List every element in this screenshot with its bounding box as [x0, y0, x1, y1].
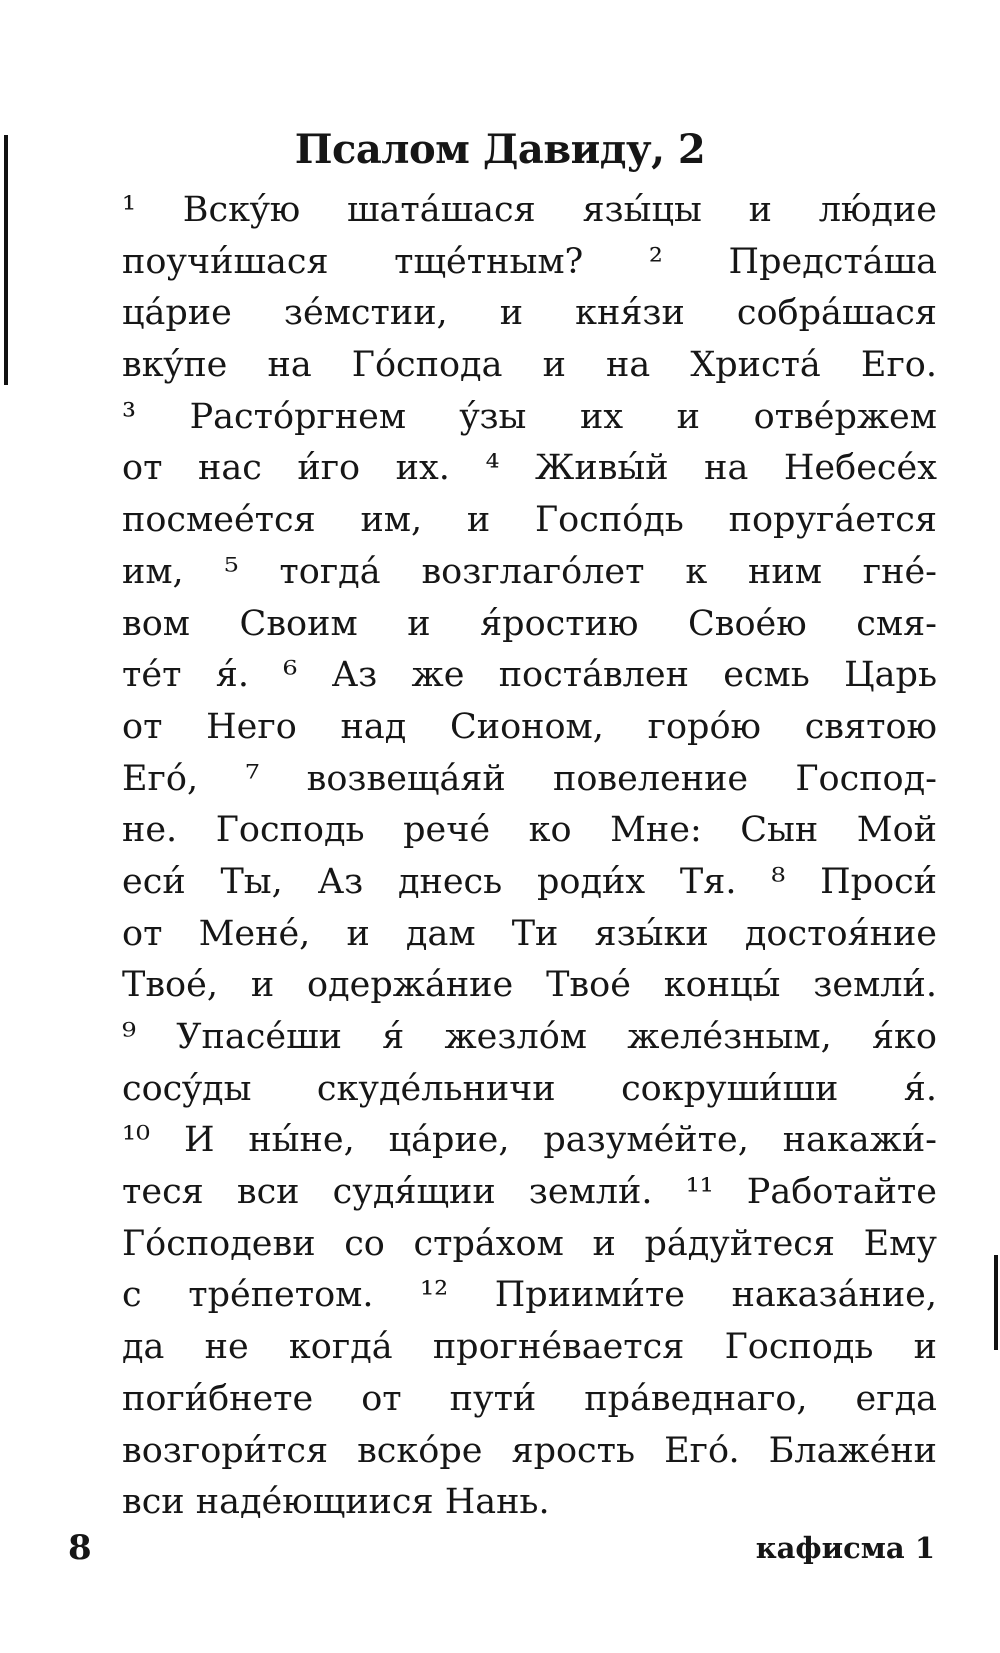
text-line: ³ Растóргнем ýзы их и отвéржем	[122, 396, 937, 437]
text-line: не. Господь рече́ ко Мне: Сын Мой	[122, 810, 937, 851]
text-line: ¹⁰ И ны́не, цáрие, разумéйте, накажи́-	[122, 1120, 937, 1161]
text-line: вкýпе на Гóспода и на Христá Его.	[122, 345, 937, 386]
text-line: вси надéющиися Нань.	[122, 1482, 550, 1523]
psalm-title: Псалом Давиду, 2	[294, 126, 706, 173]
text-line: поучи́шася тщéтным? ² Предстáша	[122, 241, 937, 282]
text-line: им, ⁵ тогдá возглагóлет к ним гнé-	[122, 551, 937, 592]
text-line: теся вси судя́щии земли́. ¹¹ Работайте	[122, 1172, 937, 1213]
text-line: с трéпетом. ¹² Приими́те наказáние,	[122, 1275, 937, 1316]
text-line: посмеéтся им, и Госпóдь поругáется	[122, 500, 937, 541]
text-line: от нас и́го их. ⁴ Живы́й на Небесéх	[122, 448, 937, 489]
text-line: от Мене́, и дам Ти язы́ки достоя́ние	[122, 913, 937, 954]
text-line: да не когдá прогнéвается Господь и	[122, 1327, 937, 1368]
psalm-text	[122, 185, 937, 1529]
section-label: кафисма 1	[755, 1531, 935, 1565]
text-line: ⁹ Упасéши я́ жезлóм желéзным, я́ко	[122, 1017, 937, 1057]
text-line: ¹ Вскýю шатáшася язы́цы и лю́дие	[122, 190, 937, 230]
text-line: возгори́тся вскóре ярость Егó. Блажéни	[122, 1430, 937, 1471]
text-line: Твое́, и одержáние Твое́ концы́ земли́.	[122, 965, 937, 1006]
text-line: еси́ Ты, Аз днесь роди́х Тя. ⁸ Проси́	[122, 861, 937, 902]
text-line: цáрие зéмстии, и кня́зи собрáшася	[122, 293, 937, 334]
text-line: Егó, ⁷ возвещáяй повеление Господ-	[122, 758, 937, 799]
page-number: 8	[68, 1528, 92, 1568]
text-line: вом Своим и я́ростию Своéю смя-	[122, 603, 937, 644]
text-line: Гóсподеви со стрáхом и рáдуйтеся Ему	[122, 1223, 937, 1264]
text-line: поги́бнете от пути́ прáведнаго, егда	[122, 1378, 937, 1419]
right-page-edge	[994, 1255, 998, 1350]
text-line: от Него над Сионом, горóю святою	[122, 706, 937, 747]
text-line: тéт я́. ⁶ Аз же постáвлен есмь Царь	[122, 655, 937, 696]
text-line: сосýды скудéльничи сокруши́ши я́.	[122, 1068, 937, 1109]
